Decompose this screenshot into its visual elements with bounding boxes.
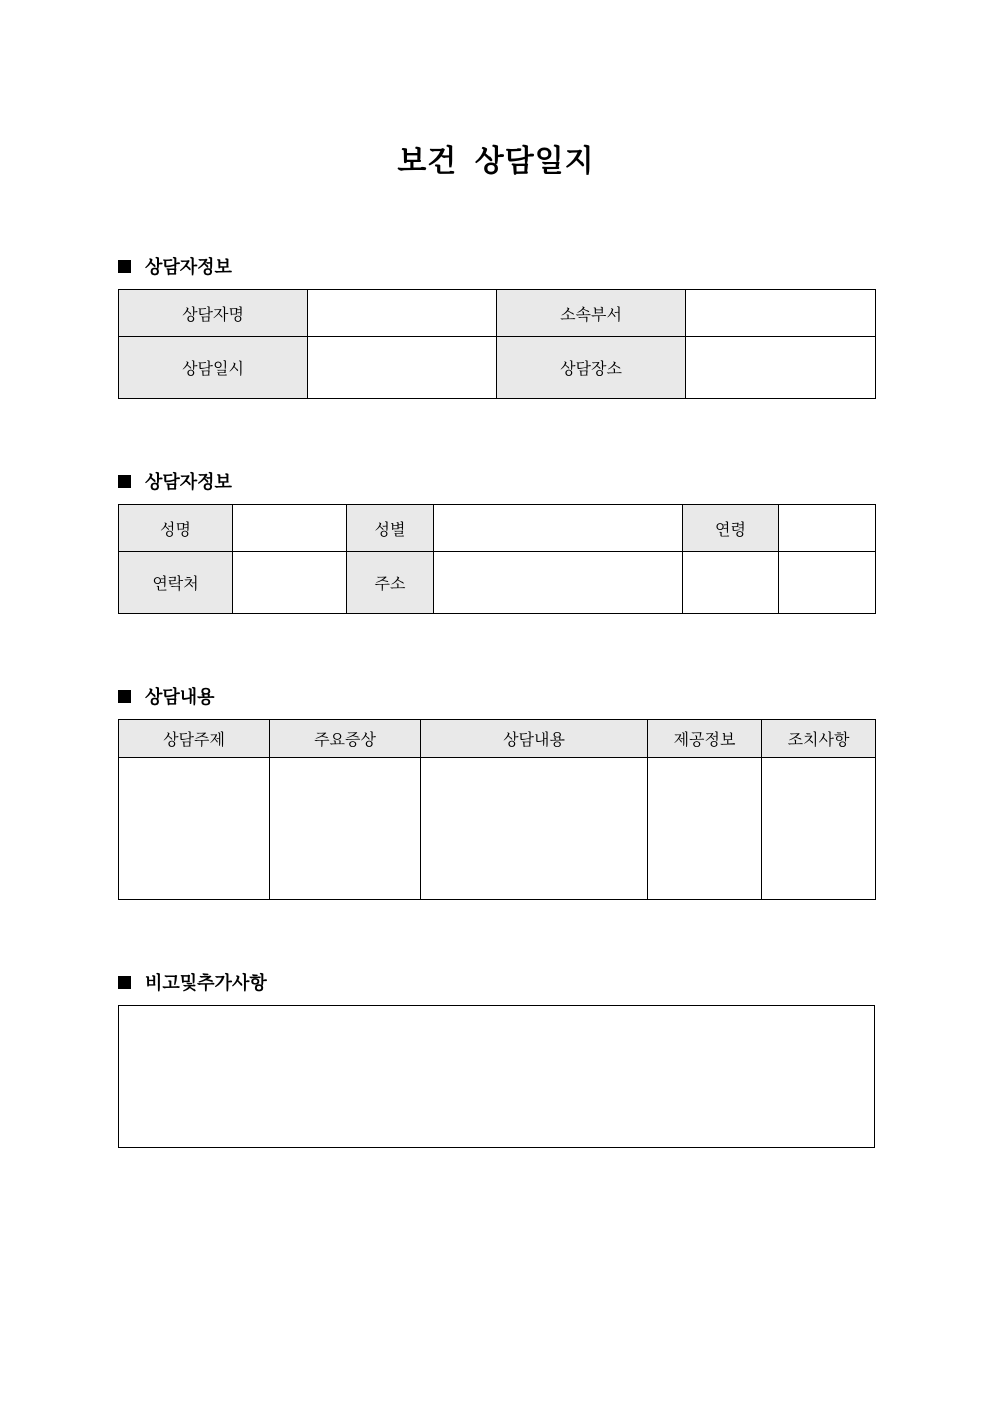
column-header-symptoms: 주요증상	[270, 720, 421, 758]
square-bullet-icon	[118, 475, 131, 488]
section-heading-label: 상담자정보	[145, 257, 232, 278]
counsel-location-label: 상담장소	[497, 337, 686, 399]
counsel-datetime-label: 상담일시	[119, 337, 308, 399]
address-label: 주소	[347, 552, 434, 614]
table-row	[119, 758, 876, 900]
square-bullet-icon	[118, 260, 131, 273]
extra-field-2[interactable]	[779, 552, 876, 614]
age-field[interactable]	[779, 505, 876, 552]
counselor-info-table	[118, 289, 876, 399]
counselor-name-label: 상담자명	[119, 290, 308, 337]
topic-field[interactable]	[119, 758, 270, 900]
client-name-field[interactable]	[233, 505, 347, 552]
column-header-topic: 상담주제	[119, 720, 270, 758]
client-name-label: 성명	[119, 505, 233, 552]
counsel-content-table	[118, 719, 876, 900]
gender-field[interactable]	[434, 505, 683, 552]
square-bullet-icon	[118, 976, 131, 989]
counsel-datetime-field[interactable]	[308, 337, 497, 399]
department-label: 소속부서	[497, 290, 686, 337]
document-title: 보건 상담일지	[397, 144, 595, 179]
column-header-info-provided: 제공정보	[648, 720, 762, 758]
symptoms-field[interactable]	[270, 758, 421, 900]
client-info-table	[118, 504, 876, 614]
actions-field[interactable]	[762, 758, 876, 900]
table-row	[119, 337, 876, 399]
department-field[interactable]	[686, 290, 876, 337]
section-heading-label: 비고및추가사항	[145, 973, 267, 994]
section-heading-client-info	[118, 468, 232, 494]
gender-label: 성별	[347, 505, 434, 552]
section-heading-label: 상담내용	[145, 687, 215, 708]
info-provided-field[interactable]	[648, 758, 762, 900]
table-row	[119, 290, 876, 337]
table-row	[119, 1006, 875, 1148]
table-header-row	[119, 720, 876, 758]
section-heading-label: 상담자정보	[145, 472, 232, 493]
section-heading-content	[118, 683, 215, 709]
contact-label: 연락처	[119, 552, 233, 614]
counselor-name-field[interactable]	[308, 290, 497, 337]
square-bullet-icon	[118, 690, 131, 703]
extra-field-1[interactable]	[683, 552, 779, 614]
section-heading-counselor-info	[118, 253, 232, 279]
column-header-content: 상담내용	[421, 720, 648, 758]
content-field[interactable]	[421, 758, 648, 900]
table-row	[119, 552, 876, 614]
column-header-actions: 조치사항	[762, 720, 876, 758]
contact-field[interactable]	[233, 552, 347, 614]
remarks-field[interactable]	[119, 1006, 875, 1148]
counsel-location-field[interactable]	[686, 337, 876, 399]
address-field[interactable]	[434, 552, 683, 614]
table-row	[119, 505, 876, 552]
age-label: 연령	[683, 505, 779, 552]
section-heading-remarks	[118, 969, 267, 995]
remarks-table	[118, 1005, 875, 1148]
